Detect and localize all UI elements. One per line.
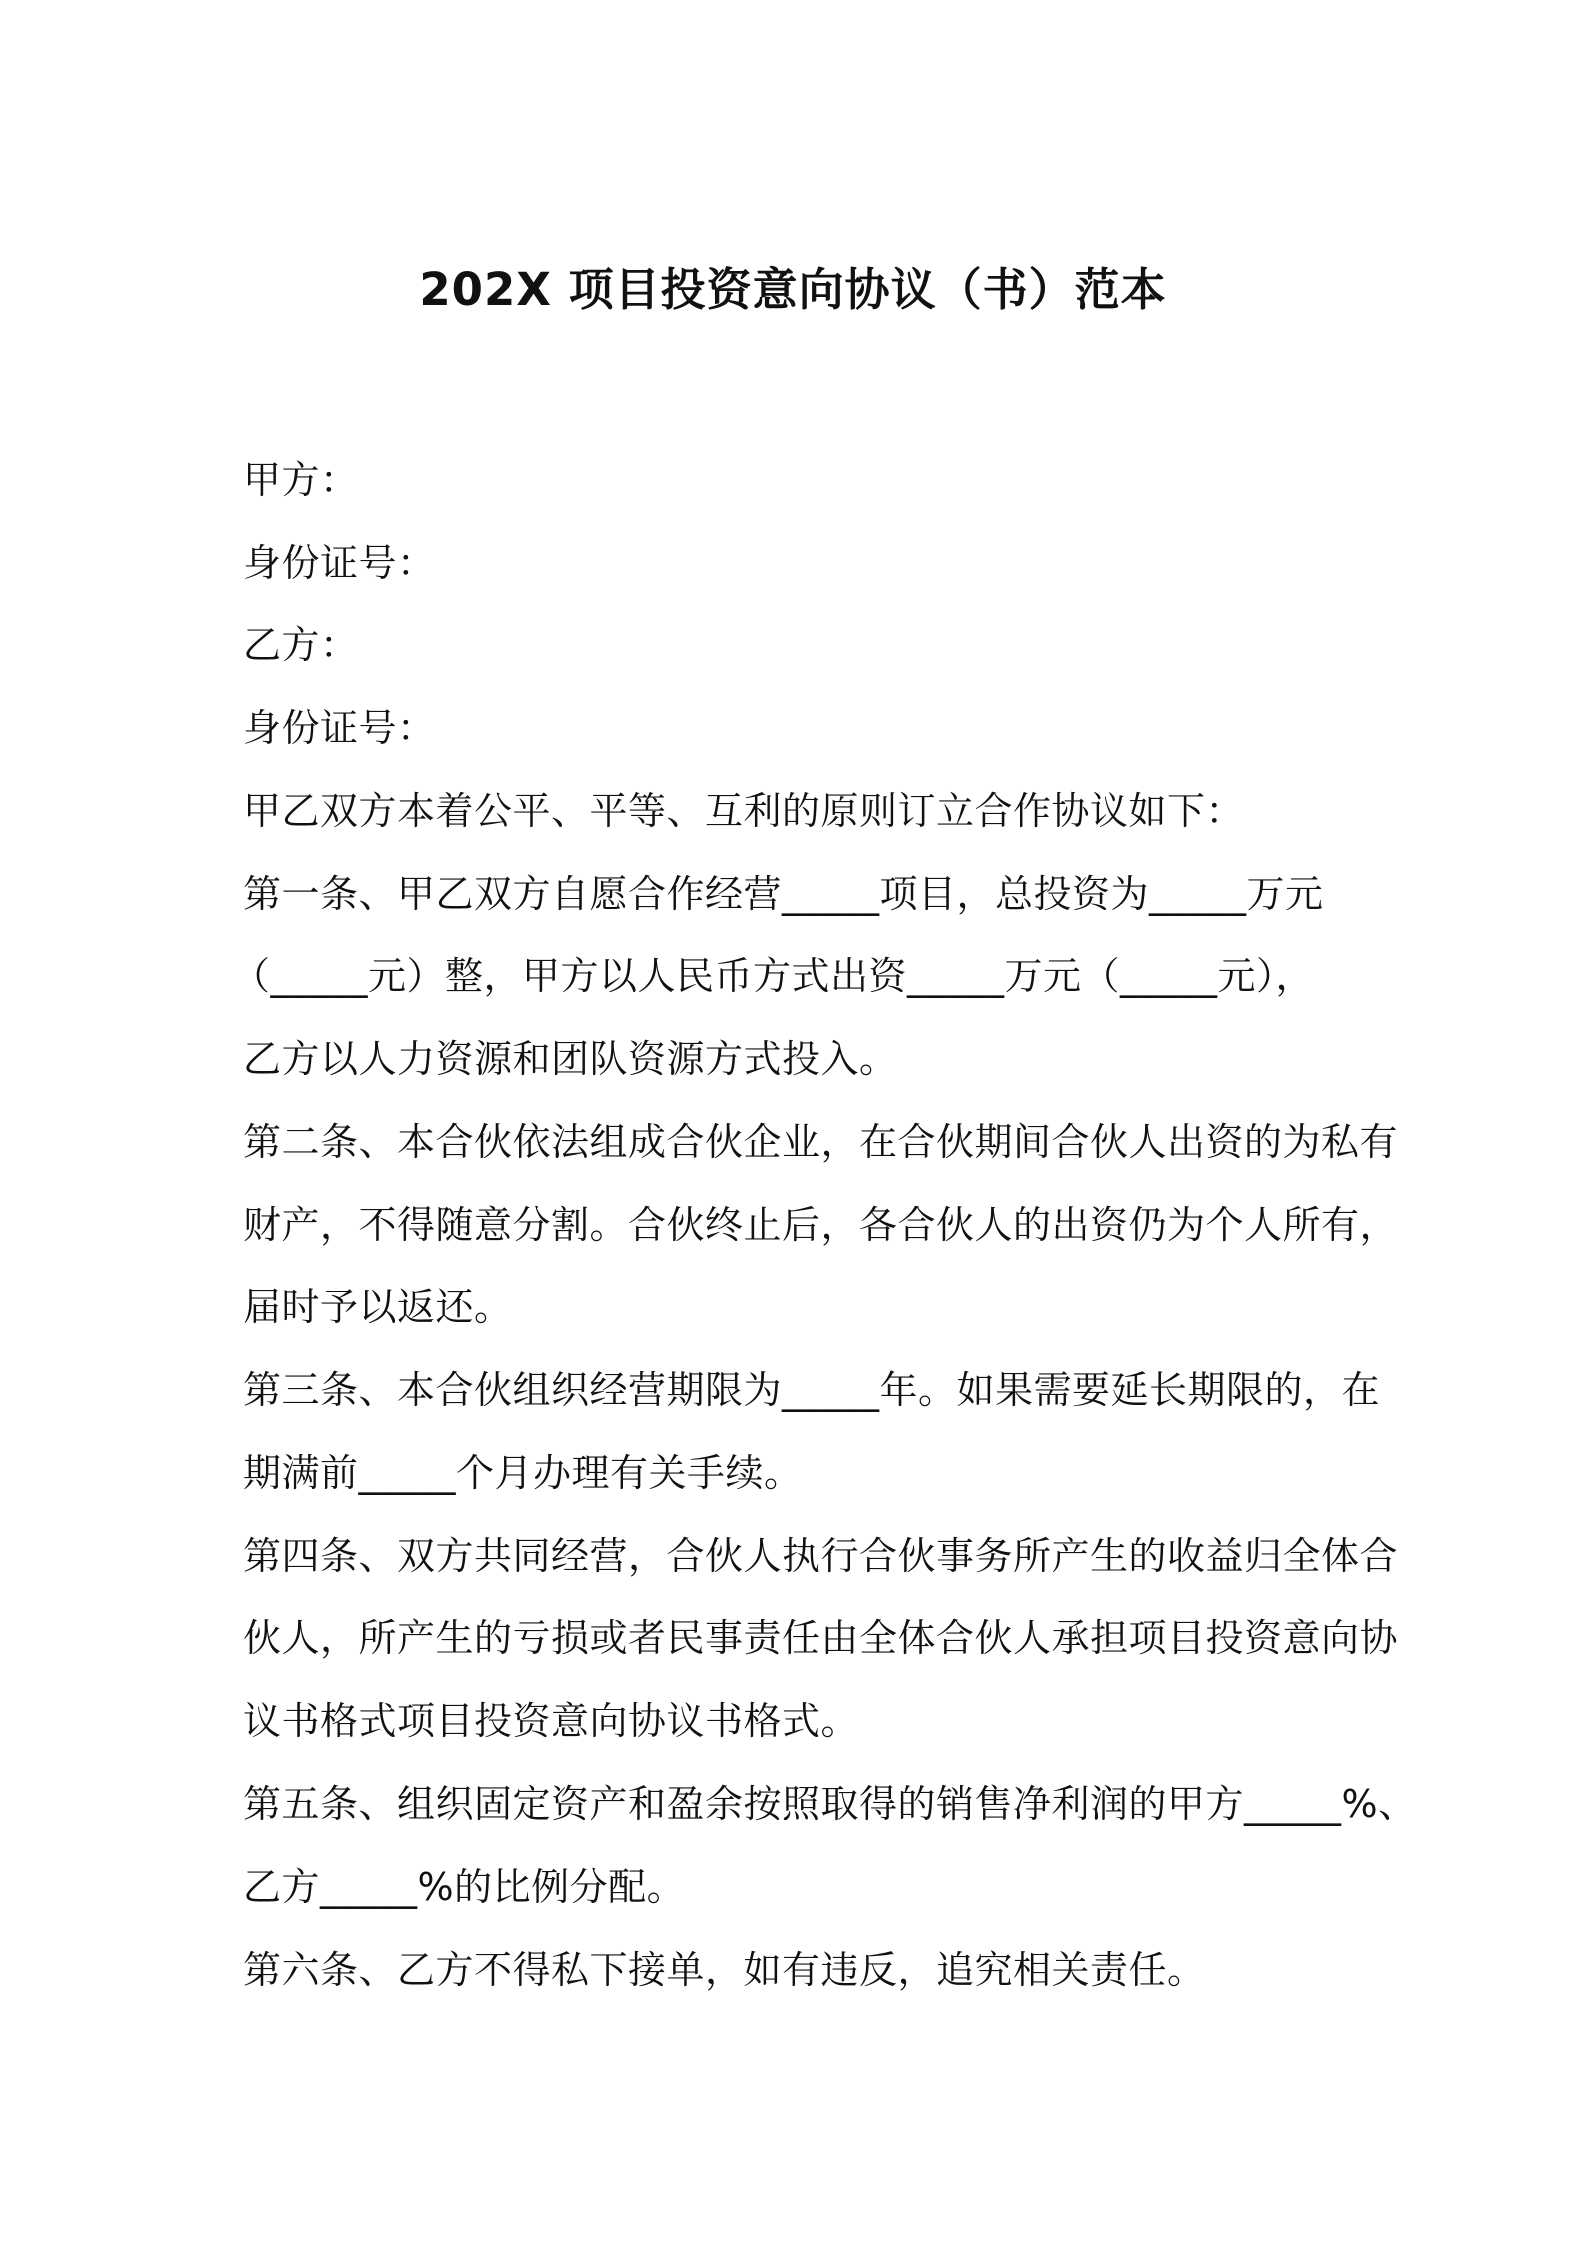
article-4-line-3: 议书格式项目投资意向协议书格式。 bbox=[243, 1699, 860, 1743]
article-2-line-3: 届时予以返还。 bbox=[243, 1285, 513, 1329]
article-3-line-2: 期满前_____个月办理有关手续。 bbox=[243, 1451, 803, 1495]
preamble-line: 甲乙双方本着公平、平等、互利的原则订立合作协议如下： bbox=[243, 789, 1245, 833]
article-1-line-2: （_____元）整，甲方以人民币方式出资_____万元（_____元）， bbox=[232, 954, 1315, 998]
article-1-line-1: 第一条、甲乙双方自愿合作经营_____项目，总投资为_____万元 bbox=[243, 872, 1324, 916]
article-5-line-2: 乙方_____%的比例分配。 bbox=[243, 1865, 686, 1909]
party-a-id-label: 身份证号： bbox=[243, 541, 436, 585]
party-b-label: 乙方： bbox=[243, 623, 359, 667]
party-a-label: 甲方： bbox=[243, 458, 359, 502]
article-2-line-1: 第二条、本合伙依法组成合伙企业，在合伙期间合伙人出资的为私有 bbox=[243, 1120, 1399, 1164]
article-3-line-1: 第三条、本合伙组织经营期限为_____年。如果需要延长期限的，在 bbox=[243, 1368, 1381, 1412]
article-5-line-1: 第五条、组织固定资产和盈余按照取得的销售净利润的甲方_____%、 bbox=[243, 1782, 1417, 1826]
article-4-line-2: 伙人，所产生的亏损或者民事责任由全体合伙人承担项目投资意向协 bbox=[243, 1616, 1399, 1660]
document-title: 202X 项目投资意向协议（书）范本 bbox=[419, 263, 1167, 316]
article-6-line-1: 第六条、乙方不得私下接单，如有违反，追究相关责任。 bbox=[243, 1948, 1206, 1992]
article-1-line-3: 乙方以人力资源和团队资源方式投入。 bbox=[243, 1037, 898, 1081]
party-b-id-label: 身份证号： bbox=[243, 706, 436, 750]
article-4-line-1: 第四条、双方共同经营，合伙人执行合伙事务所产生的收益归全体合 bbox=[243, 1534, 1399, 1578]
article-2-line-2: 财产，不得随意分割。合伙终止后，各合伙人的出资仍为个人所有， bbox=[243, 1203, 1399, 1247]
